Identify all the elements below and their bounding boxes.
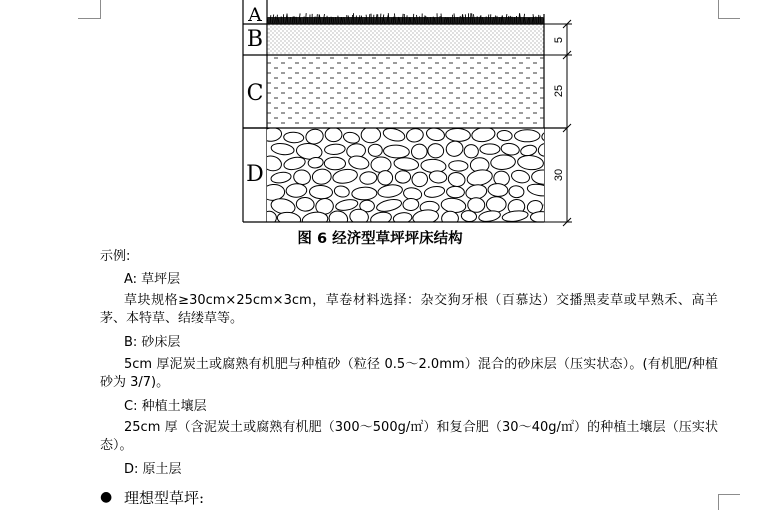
layer-label-c: C: [246, 81, 264, 106]
layer-c-title: C: 种植土壤层: [124, 399, 207, 414]
layer-label-a: A: [248, 4, 262, 26]
gravel-stone: [378, 170, 393, 185]
grass-blade: [501, 17, 502, 24]
grass-blade: [413, 14, 414, 23]
layer-label-b: B: [246, 27, 264, 52]
layer-a-title: A: 草坪层: [124, 272, 181, 287]
grass-blade: [290, 17, 291, 23]
gravel-stone: [368, 144, 382, 157]
grass-blade: [470, 13, 471, 23]
gravel-stone: [325, 127, 342, 142]
gravel-stone: [371, 157, 391, 173]
grass-blade: [407, 15, 408, 23]
layer-b-title: B: 砂床层: [124, 335, 181, 350]
grass-blade: [440, 16, 441, 23]
grass-blade: [277, 15, 278, 23]
gravel-stone: [487, 197, 507, 212]
grass-blade: [307, 17, 308, 23]
cross-section-svg: [0, 0, 760, 232]
gravel-stone: [446, 186, 464, 198]
bullet-icon: ●: [100, 489, 113, 505]
dimension-label-c: 25: [553, 84, 565, 98]
example-label: 示例:: [100, 249, 131, 264]
gravel-stone: [541, 128, 566, 144]
gravel-stone: [480, 144, 500, 154]
gravel-stone: [395, 170, 411, 183]
layer-b-description: 5cm 厚泥炭土或腐熟有机肥与种植砂（粒径 0.5～2.0mm）混合的砂床层（压实状态）。(有机肥/种植砂为 3/7)。: [100, 357, 718, 390]
grass-blade: [393, 17, 394, 23]
gravel-stone: [530, 211, 552, 222]
grass-blade: [347, 15, 348, 23]
gravel-stone: [441, 211, 459, 226]
layer-d-title: D: 原土层: [124, 462, 182, 477]
grass-blade: [300, 18, 301, 23]
grass-blade: [481, 15, 482, 23]
gravel-stone: [544, 200, 562, 212]
layer-c-description: 25cm 厚（含泥炭土或腐熟有机肥（300～500g/㎡）和复合肥（30～40g/㎡）的种植土壤层（压实状态）。: [100, 420, 718, 453]
dimension-label-b: 5: [553, 36, 565, 44]
layer-a-description: 草块规格≥30cm×25cm×3cm，草卷材料选择：杂交狗牙根（百慕达）交播黑麦草或早熟禾、高羊茅、本特草、结缕草等。: [100, 293, 718, 326]
dimension-label-d: 30: [553, 168, 565, 182]
grass-blade: [338, 16, 339, 23]
figure-caption: 图 6 经济型草坪坪床结构: [297, 231, 463, 247]
grass-blade: [369, 14, 370, 23]
grass-blade: [341, 18, 342, 24]
gravel-stone: [324, 157, 345, 170]
grass-blade: [426, 16, 427, 23]
gravel-stone: [352, 187, 377, 200]
turf-bed-cross-section: [0, 0, 760, 232]
gravel-stone: [361, 127, 381, 143]
grass-blade: [296, 17, 297, 23]
page-corner-mark-bottom-right: [718, 494, 719, 510]
grass-blade: [270, 15, 271, 23]
gravel-stone: [449, 160, 469, 171]
grass-blade: [490, 14, 491, 23]
gravel-stone: [515, 130, 540, 142]
grass-blade: [536, 16, 537, 23]
layer-label-d: D: [246, 162, 264, 187]
page-corner-mark-bottom-right-h: [718, 494, 740, 495]
bullet-heading: 理想型草坪:: [124, 489, 205, 507]
